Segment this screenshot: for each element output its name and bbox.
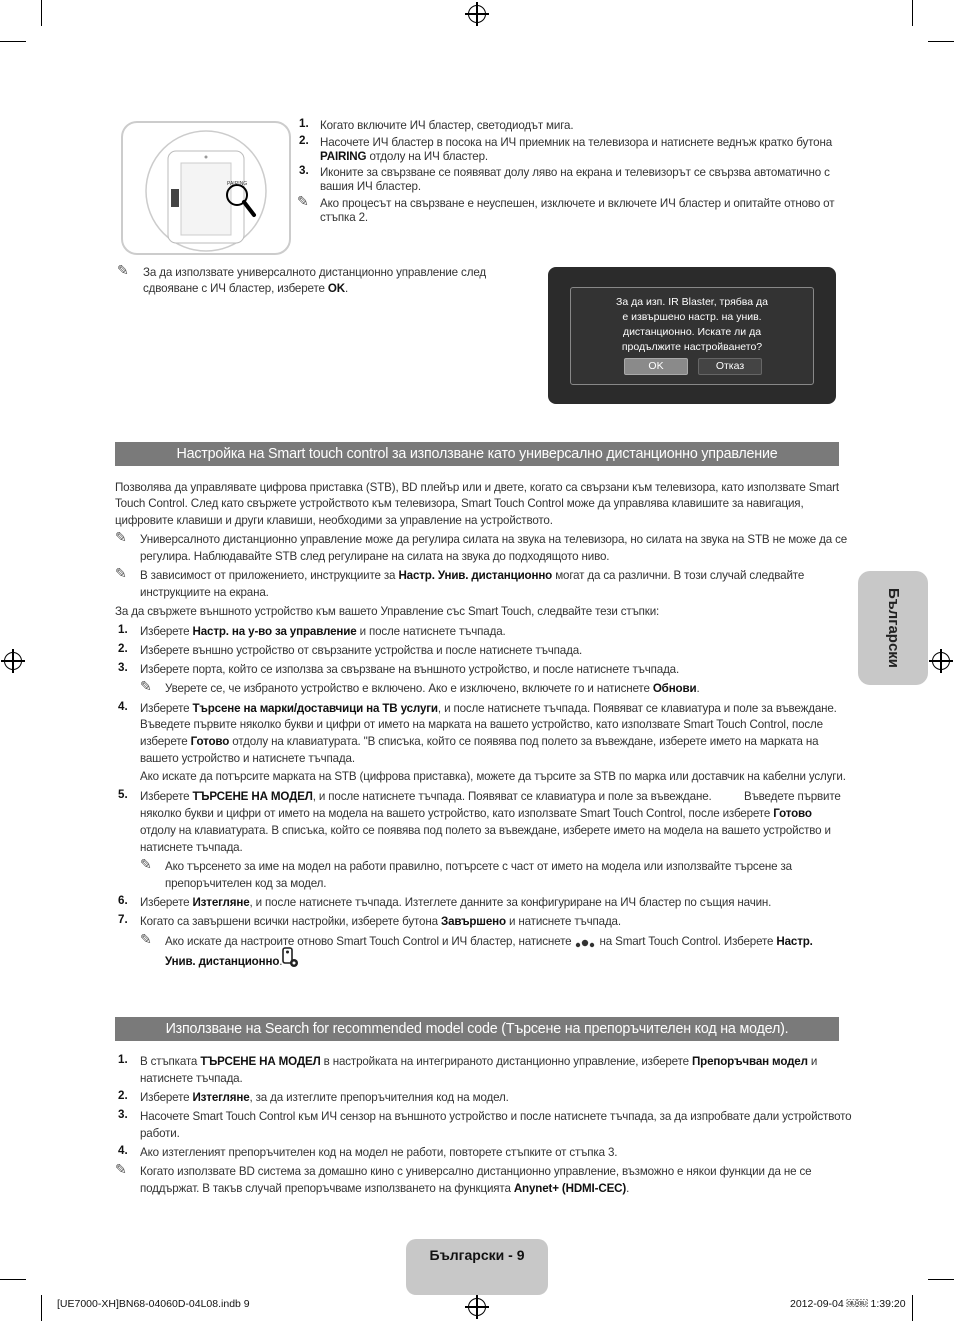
note-icon: ✎ (117, 262, 129, 278)
ir-blaster-drawing (123, 123, 289, 253)
step-number: 1. (118, 1053, 128, 1066)
note-bold: Унив. дистанционно (165, 955, 280, 968)
note-icon: ✎ (115, 1161, 127, 1177)
cancel-button[interactable]: Отказ (698, 358, 762, 375)
step-bold: Готово (190, 735, 230, 748)
step-number: 6. (118, 894, 128, 907)
step-text: Изберете външно устройство от свързаните устройства и после натиснете тъчпада. (140, 644, 583, 657)
note-bold: Настр. (776, 935, 813, 948)
step-text-pre: изберете (140, 735, 191, 748)
note-text: стъпка 2. (320, 211, 368, 224)
note-bold: Настр. Унив. дистанционно (398, 569, 553, 582)
remote-settings-icon (281, 947, 301, 969)
step-text (140, 700, 837, 717)
step-text-tail: отдолу на ИЧ бластер. (366, 150, 488, 163)
pairing-label: PAIRING (227, 181, 248, 187)
note-icon: ✎ (140, 931, 152, 947)
note-icon: ✎ (297, 193, 309, 209)
step-text-post: и натиснете тъчпада. (505, 915, 621, 928)
note-text-pre: В зависимост от приложението, инструкциите за (140, 569, 399, 582)
step-text-post: и после натиснете тъчпада. (356, 625, 506, 638)
step-bold: Изтегляне (192, 1091, 250, 1104)
step-text (140, 913, 621, 930)
step-text (140, 1089, 509, 1106)
step-text: Изберете порта, който се използва за свързване на външното устройство, и после натиснете тъчпада. (140, 663, 680, 676)
registration-mark-icon (468, 1298, 486, 1316)
step-text: Ако изтегленият препоръчителен код на модел не работи, повторете стъпките от стъпка 3. (140, 1146, 618, 1159)
step-text: вашето устройство и натиснете тъчпада. (140, 752, 355, 765)
step-text: Когато включите ИЧ бластер, светодиодът мига. (320, 119, 574, 132)
step-text-pre: Когато са завършени всички настройки, изберете бутона (140, 915, 441, 928)
intro-text: Touch Control. След като свържете устройството към телевизора, Smart Touch Control може да управлява клавишите за навигация, (115, 497, 804, 510)
note-text: регулира. Наблюдавайте STB след регулиране на силата на звука до подходящото ниво. (140, 550, 610, 563)
ok-bold: OK (327, 282, 345, 295)
step-text (140, 788, 712, 805)
step-number: 5. (118, 788, 128, 801)
registration-mark-icon (932, 652, 950, 670)
step-bold: Завършено (440, 915, 506, 928)
dialog-line: За да изп. IR Blaster, трябва да (616, 296, 768, 308)
note-text: Когато използвате BD система за домашно кино с универсално дистанционно управление, възможно е някои функции да не се (140, 1165, 812, 1178)
note-bold: Anynet+ (HDMI-CEC) (513, 1182, 627, 1195)
crop-mark (0, 1279, 26, 1280)
step-text: Насочете ИЧ бластер в посока на ИЧ приемник на телевизора и натиснете веднъж кратко бутона (320, 136, 832, 149)
remote-buttons-icon (574, 937, 596, 947)
note-text-post: . (626, 1182, 630, 1195)
step-number: 2. (118, 642, 128, 655)
step-bold: Настр. на у-во за управление (192, 625, 357, 638)
note-text: препоръчителен код за модел. (165, 877, 327, 890)
step-bold: ТЪРСЕНЕ НА МОДЕЛ (192, 790, 313, 803)
step-text: работи. (140, 1127, 180, 1140)
step-text-post: и (807, 1055, 818, 1068)
note-icon: ✎ (115, 529, 127, 545)
step-text-pre: няколко букви и цифри от името на модела на вашето устройство, като използвате Smart Touch Control, после изберете (140, 807, 774, 820)
section-title: Настройка на Smart touch control за използване като универсално дистанционно управление (115, 442, 839, 466)
step-text: натиснете тъчпада. (140, 841, 243, 854)
connect-text: За да свържете външното устройство към вашето Управление със Smart Touch, следвайте тези стъпки: (115, 605, 660, 618)
step-text (140, 1053, 817, 1070)
note-text (165, 953, 282, 970)
step-text-post: отдолу на клавиатурата. "В списъка, който се появява под полето за въвеждане, изберете името на марката на (229, 735, 819, 748)
note-text (140, 1180, 629, 1197)
language-label: Български (885, 587, 902, 669)
step-text-post: , и после натиснете тъчпада. Появяват се клавиатура и поле за въвеждане. (437, 702, 837, 715)
step-text-pre: Изберете (140, 702, 193, 715)
note-icon: ✎ (140, 678, 152, 694)
note-text (143, 280, 348, 297)
note-text-pre: Ако искате да настроите отново Smart Touch Control и ИЧ бластер, натиснете (165, 935, 575, 948)
ir-blaster-dialog (570, 287, 814, 385)
step-text-post: , и после натиснете тъчпада. Появяват се клавиатура и поле за въвеждане. (312, 790, 712, 803)
intro-text: цифровите клавиши и други клавиши, необходими за управление на устройството. (115, 514, 553, 527)
registration-mark-icon (468, 5, 486, 23)
ok-button[interactable]: OK (624, 358, 688, 375)
step-number: 3. (118, 661, 128, 674)
crop-mark (928, 41, 954, 42)
crop-mark (41, 1295, 42, 1321)
note-text-pre: поддържат. В такъв случай препоръчваме използването на функцията (140, 1182, 514, 1195)
pairing-bold: PAIRING (320, 150, 367, 163)
note-text: За да използвате универсалното дистанционно управление след (143, 266, 486, 279)
crop-mark (0, 41, 26, 42)
step-text (140, 623, 506, 640)
step-text (140, 805, 812, 822)
step-text (320, 148, 488, 165)
note-text-post: . (279, 955, 283, 968)
step-number: 1. (299, 117, 309, 130)
note-text (140, 567, 804, 584)
section-title: Използване на Search for recommended model code (Търсене на препоръчителен код на модел). (115, 1017, 839, 1041)
ir-blaster-illustration (121, 121, 291, 255)
step-text-pre: В стъпката (140, 1055, 201, 1068)
note-icon: ✎ (115, 565, 127, 581)
footer-timestamp: 2012-09-04 ￼￼ 1:39:20 (790, 1298, 906, 1310)
step-text: Иконите за свързване се появяват долу ляво на екрана и телевизорът се свързва автоматично с (320, 166, 830, 179)
dialog-message (571, 295, 813, 355)
footer-file: [UE7000-XH]BN68-04060D-04L08.indb 9 (57, 1298, 250, 1310)
step-text: Ако искате да потърсите марката на STB (цифрова приставка), можете да търсите за STB по марка или доставчик на кабелни услуги. (140, 770, 846, 783)
crop-mark (928, 1279, 954, 1280)
step-text-pre: Изберете (140, 896, 193, 909)
step-text (140, 733, 818, 750)
note-text: Ако процесът на свързване е неуспешен, изключете и включете ИЧ бластер и опитайте отново от (320, 197, 835, 210)
step-number: 3. (299, 164, 309, 177)
note-text-pre: сдвояване с ИЧ бластер, изберете (143, 282, 328, 295)
step-text-post: , за да изтеглите препоръчителния код на модел. (249, 1091, 509, 1104)
page-number-tab (406, 1239, 548, 1295)
step-bold: Готово (773, 807, 812, 820)
note-icon: ✎ (140, 856, 152, 872)
note-text-post: могат да са различни. В този случай следвайте (552, 569, 805, 582)
step-number: 1. (118, 623, 128, 636)
step-number: 2. (118, 1089, 128, 1102)
step-bold: Търсене на марки/доставчици на ТВ услуги (192, 702, 438, 715)
step-text: Насочете Smart Touch Control към ИЧ сензор на външното устройство и после натиснете тъчпада, за да изпробвате дали устройството (140, 1110, 852, 1123)
note-text (165, 680, 700, 697)
step-number: 7. (118, 913, 128, 926)
note-bold: Обнови (652, 682, 697, 695)
step-number: 4. (118, 700, 128, 713)
note-text-pre: Уверете се, че избраното устройство е включено. Ако е изключено, включете го и натиснете (165, 682, 653, 695)
note-text-post: . (344, 282, 349, 295)
step-text-pre: Изберете (140, 790, 193, 803)
registration-mark-icon (4, 652, 22, 670)
step-text: вашия ИЧ бластер. (320, 180, 421, 193)
step-bold: Препоръчван модел (691, 1055, 808, 1068)
dialog-line: е извършено настр. на унив. (622, 311, 762, 323)
crop-mark (912, 1295, 913, 1321)
step-text (140, 894, 771, 911)
step-number: 3. (118, 1108, 128, 1121)
dialog-line: дистанционно. Искате ли да (622, 326, 762, 338)
note-text (165, 933, 813, 950)
step-number: 2. (299, 134, 309, 147)
crop-mark (912, 0, 913, 26)
step-text: Въведете първите (744, 790, 841, 803)
intro-text: Позволява да управлявате цифрова приставка (STB), BD плейър или и двете, когато са свързани към телевизора, като използвате Smart (115, 481, 839, 494)
step-text: отдолу на клавиатурата. В списъка, който се появява под полето за въвеждане, изберете името на модела на вашето устройство и (140, 824, 831, 837)
page-number: Български - 9 (429, 1247, 525, 1263)
step-text-pre: Изберете (140, 1091, 193, 1104)
note-text: Универсалното дистанционно управление може да регулира силата на звука на телевизора, но силата на звука на STB не може да се (140, 533, 848, 546)
note-text: инструкциите на екрана. (140, 586, 269, 599)
note-text: Ако търсенето за име на модел на работи правилно, потърсете с част от името на модела или използвайте търсене за (165, 860, 792, 873)
step-text-post: , и после натиснете тъчпада. Изтеглете данните за конфигуриране на ИЧ бластер по същия начин. (249, 896, 772, 909)
crop-mark (41, 0, 42, 26)
step-text: Въведете първите няколко букви и цифри от името на марката на вашето устройство, като използвате Smart Touch Control, после (140, 718, 823, 731)
language-side-tab (858, 571, 928, 685)
note-text-post: . (696, 682, 700, 695)
step-bold: Изтегляне (192, 896, 250, 909)
step-text-mid: в настройката на интегрираното дистанционно управление, изберете (320, 1055, 692, 1068)
note-text-mid: на Smart Touch Control. Изберете (596, 935, 777, 948)
step-text-pre: Изберете (140, 625, 193, 638)
step-number: 4. (118, 1144, 128, 1157)
step-bold: ТЪРСЕНЕ НА МОДЕЛ (200, 1055, 321, 1068)
tv-screen (548, 267, 836, 404)
dialog-line: продължите настройването? (621, 341, 763, 353)
step-text: натиснете тъчпада. (140, 1072, 243, 1085)
